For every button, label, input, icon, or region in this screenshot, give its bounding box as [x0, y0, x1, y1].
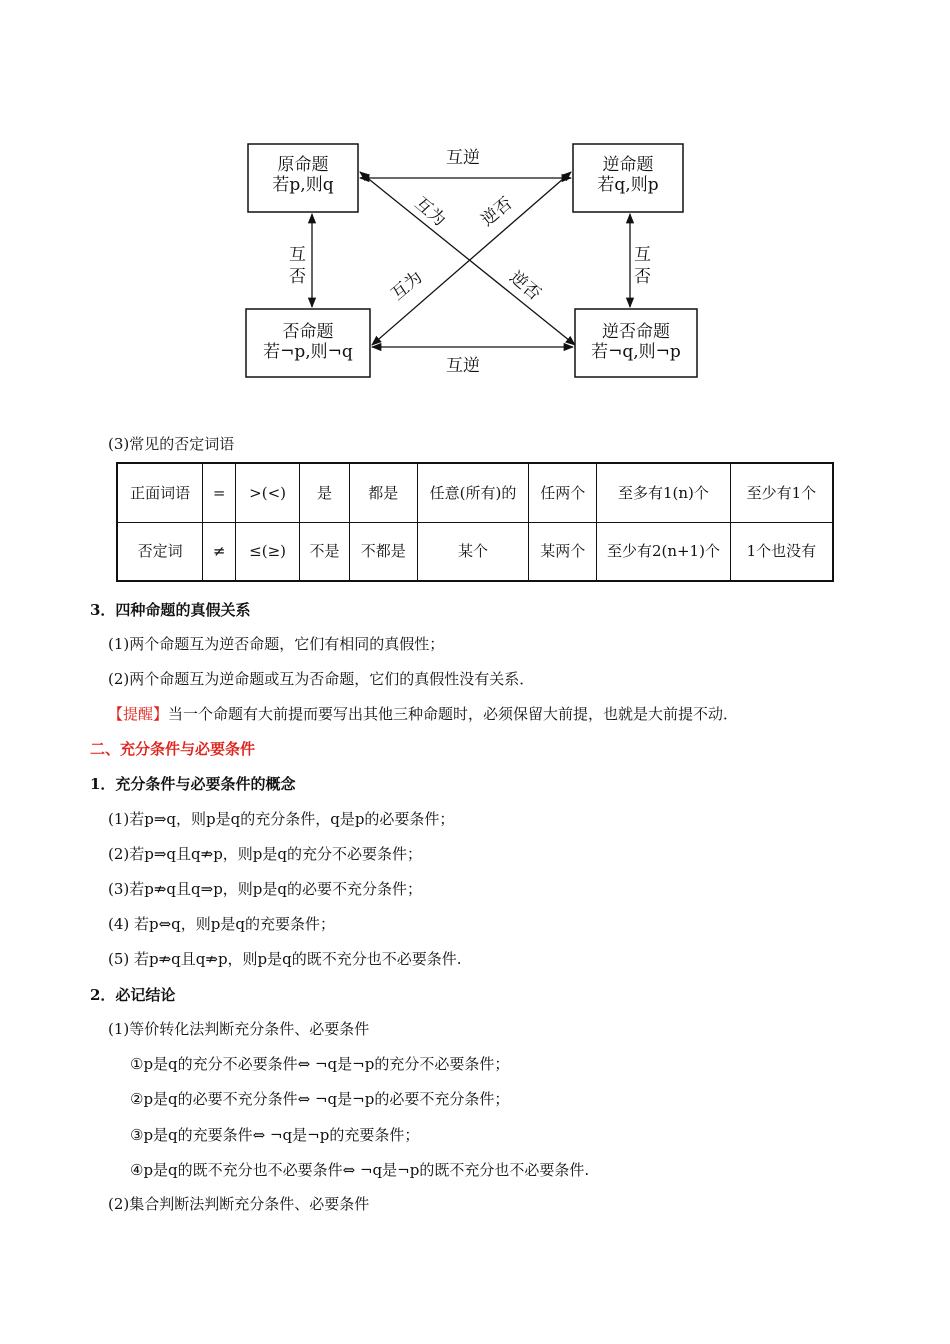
- method-1: (1)等价转化法判断充分条件、必要条件: [108, 1020, 370, 1038]
- table-cell: ≠: [203, 522, 236, 581]
- section3-item2: (2)两个命题互为逆命题或互为否命题，它们的真假性没有关系．: [108, 670, 535, 688]
- section3-tip: [108, 704, 738, 724]
- method-2: (2)集合判断法判断充分条件、必要条件: [108, 1195, 370, 1213]
- concept-5: (5) 若p⇏q且q⇏p，则p是q的既不充分也不必要条件.: [108, 950, 462, 968]
- part2-heading: 二、充分条件与必要条件: [90, 740, 256, 758]
- table-cell: 是: [300, 463, 350, 522]
- table-cell: 至少有1个: [730, 463, 833, 522]
- box-contrapositive-text: [575, 322, 697, 362]
- label-diag-b1: 逆否: [505, 267, 545, 305]
- concept-4: (4) 若p⇔q，则p是q的充要条件；: [108, 915, 335, 933]
- box-converse-form: 若q,则p: [597, 175, 659, 195]
- negation-table: [116, 462, 834, 582]
- table-cell: 都是: [349, 463, 417, 522]
- table-cell: 某两个: [529, 522, 597, 581]
- table-cell: 至少有2(n+1)个: [597, 522, 731, 581]
- label-diag-a1: 互为: [410, 193, 450, 231]
- box-inverse-form: 若¬p,则¬q: [263, 342, 353, 362]
- label-left: 互否: [289, 245, 306, 287]
- tip-text: 当一个命题有大前提而要写出其他三种命题时，必须保留大前提，也就是大前提不动．: [168, 705, 739, 723]
- box-inverse-text: [246, 322, 370, 362]
- box-converse-text: [573, 155, 683, 195]
- label-diag-a2: 逆否: [477, 193, 517, 231]
- table-cell: 任意(所有)的: [417, 463, 529, 522]
- concept-3: (3)若p⇏q且q⇒p，则p是q的必要不充分条件；: [108, 880, 422, 898]
- equivalence-4: ④p是q的既不充分也不必要条件⇔ ¬q是¬p的既不充分也不必要条件.: [130, 1161, 590, 1179]
- table-row-negation: [117, 522, 833, 581]
- tip-label: 【提醒】: [108, 705, 169, 723]
- arrow-diagonal-a: [360, 172, 575, 345]
- section3-heading: 3．四种命题的真假关系: [90, 601, 251, 619]
- label-right: 互否: [634, 245, 651, 287]
- table-row-positive: [117, 463, 833, 522]
- table-cell: ≤(≥): [236, 522, 300, 581]
- table-cell: 不是: [300, 522, 350, 581]
- box-converse-title: 逆命题: [602, 155, 654, 175]
- table-cell: 正面词语: [117, 463, 203, 522]
- equivalence-3: ③p是q的充要条件⇔ ¬q是¬p的充要条件；: [130, 1126, 420, 1144]
- equivalence-1: ①p是q的充分不必要条件⇔ ¬q是¬p的充分不必要条件；: [130, 1055, 510, 1073]
- part2-sub2: 2．必记结论: [90, 986, 176, 1004]
- label-top: 互逆: [446, 148, 480, 168]
- table-cell: 任两个: [529, 463, 597, 522]
- arrow-diagonal-b: [372, 172, 571, 345]
- section3-sub-heading: (3)常见的否定词语: [108, 435, 235, 453]
- concept-2: (2)若p⇒q且q⇏p，则p是q的充分不必要条件；: [108, 845, 422, 863]
- section3-item1: (1)两个命题互为逆否命题，它们有相同的真假性；: [108, 635, 445, 653]
- table-cell: >(<): [236, 463, 300, 522]
- label-bottom: 互逆: [446, 356, 480, 376]
- table-cell: =: [203, 463, 236, 522]
- table-cell: 1个也没有: [730, 522, 833, 581]
- part2-sub1: 1．充分条件与必要条件的概念: [90, 775, 296, 793]
- concept-1: (1)若p⇒q，则p是q的充分条件，q是p的必要条件；: [108, 810, 455, 828]
- diagram-lines: [0, 0, 950, 400]
- label-diag-b2: 互为: [387, 267, 427, 305]
- box-original-form: 若p,则q: [272, 175, 334, 195]
- table-cell: 至多有1(n)个: [597, 463, 731, 522]
- box-contrapositive-title: 逆否命题: [602, 322, 670, 342]
- table-cell: 否定词: [117, 522, 203, 581]
- box-contrapositive-form: 若¬q,则¬p: [591, 342, 681, 362]
- box-original-title: 原命题: [277, 155, 329, 175]
- table-cell: 不都是: [349, 522, 417, 581]
- box-inverse-title: 否命题: [282, 322, 334, 342]
- table-cell: 某个: [417, 522, 529, 581]
- four-propositions-diagram: [0, 0, 950, 400]
- box-original-text: [248, 155, 358, 195]
- equivalence-2: ②p是q的必要不充分条件⇔ ¬q是¬p的必要不充分条件；: [130, 1090, 510, 1108]
